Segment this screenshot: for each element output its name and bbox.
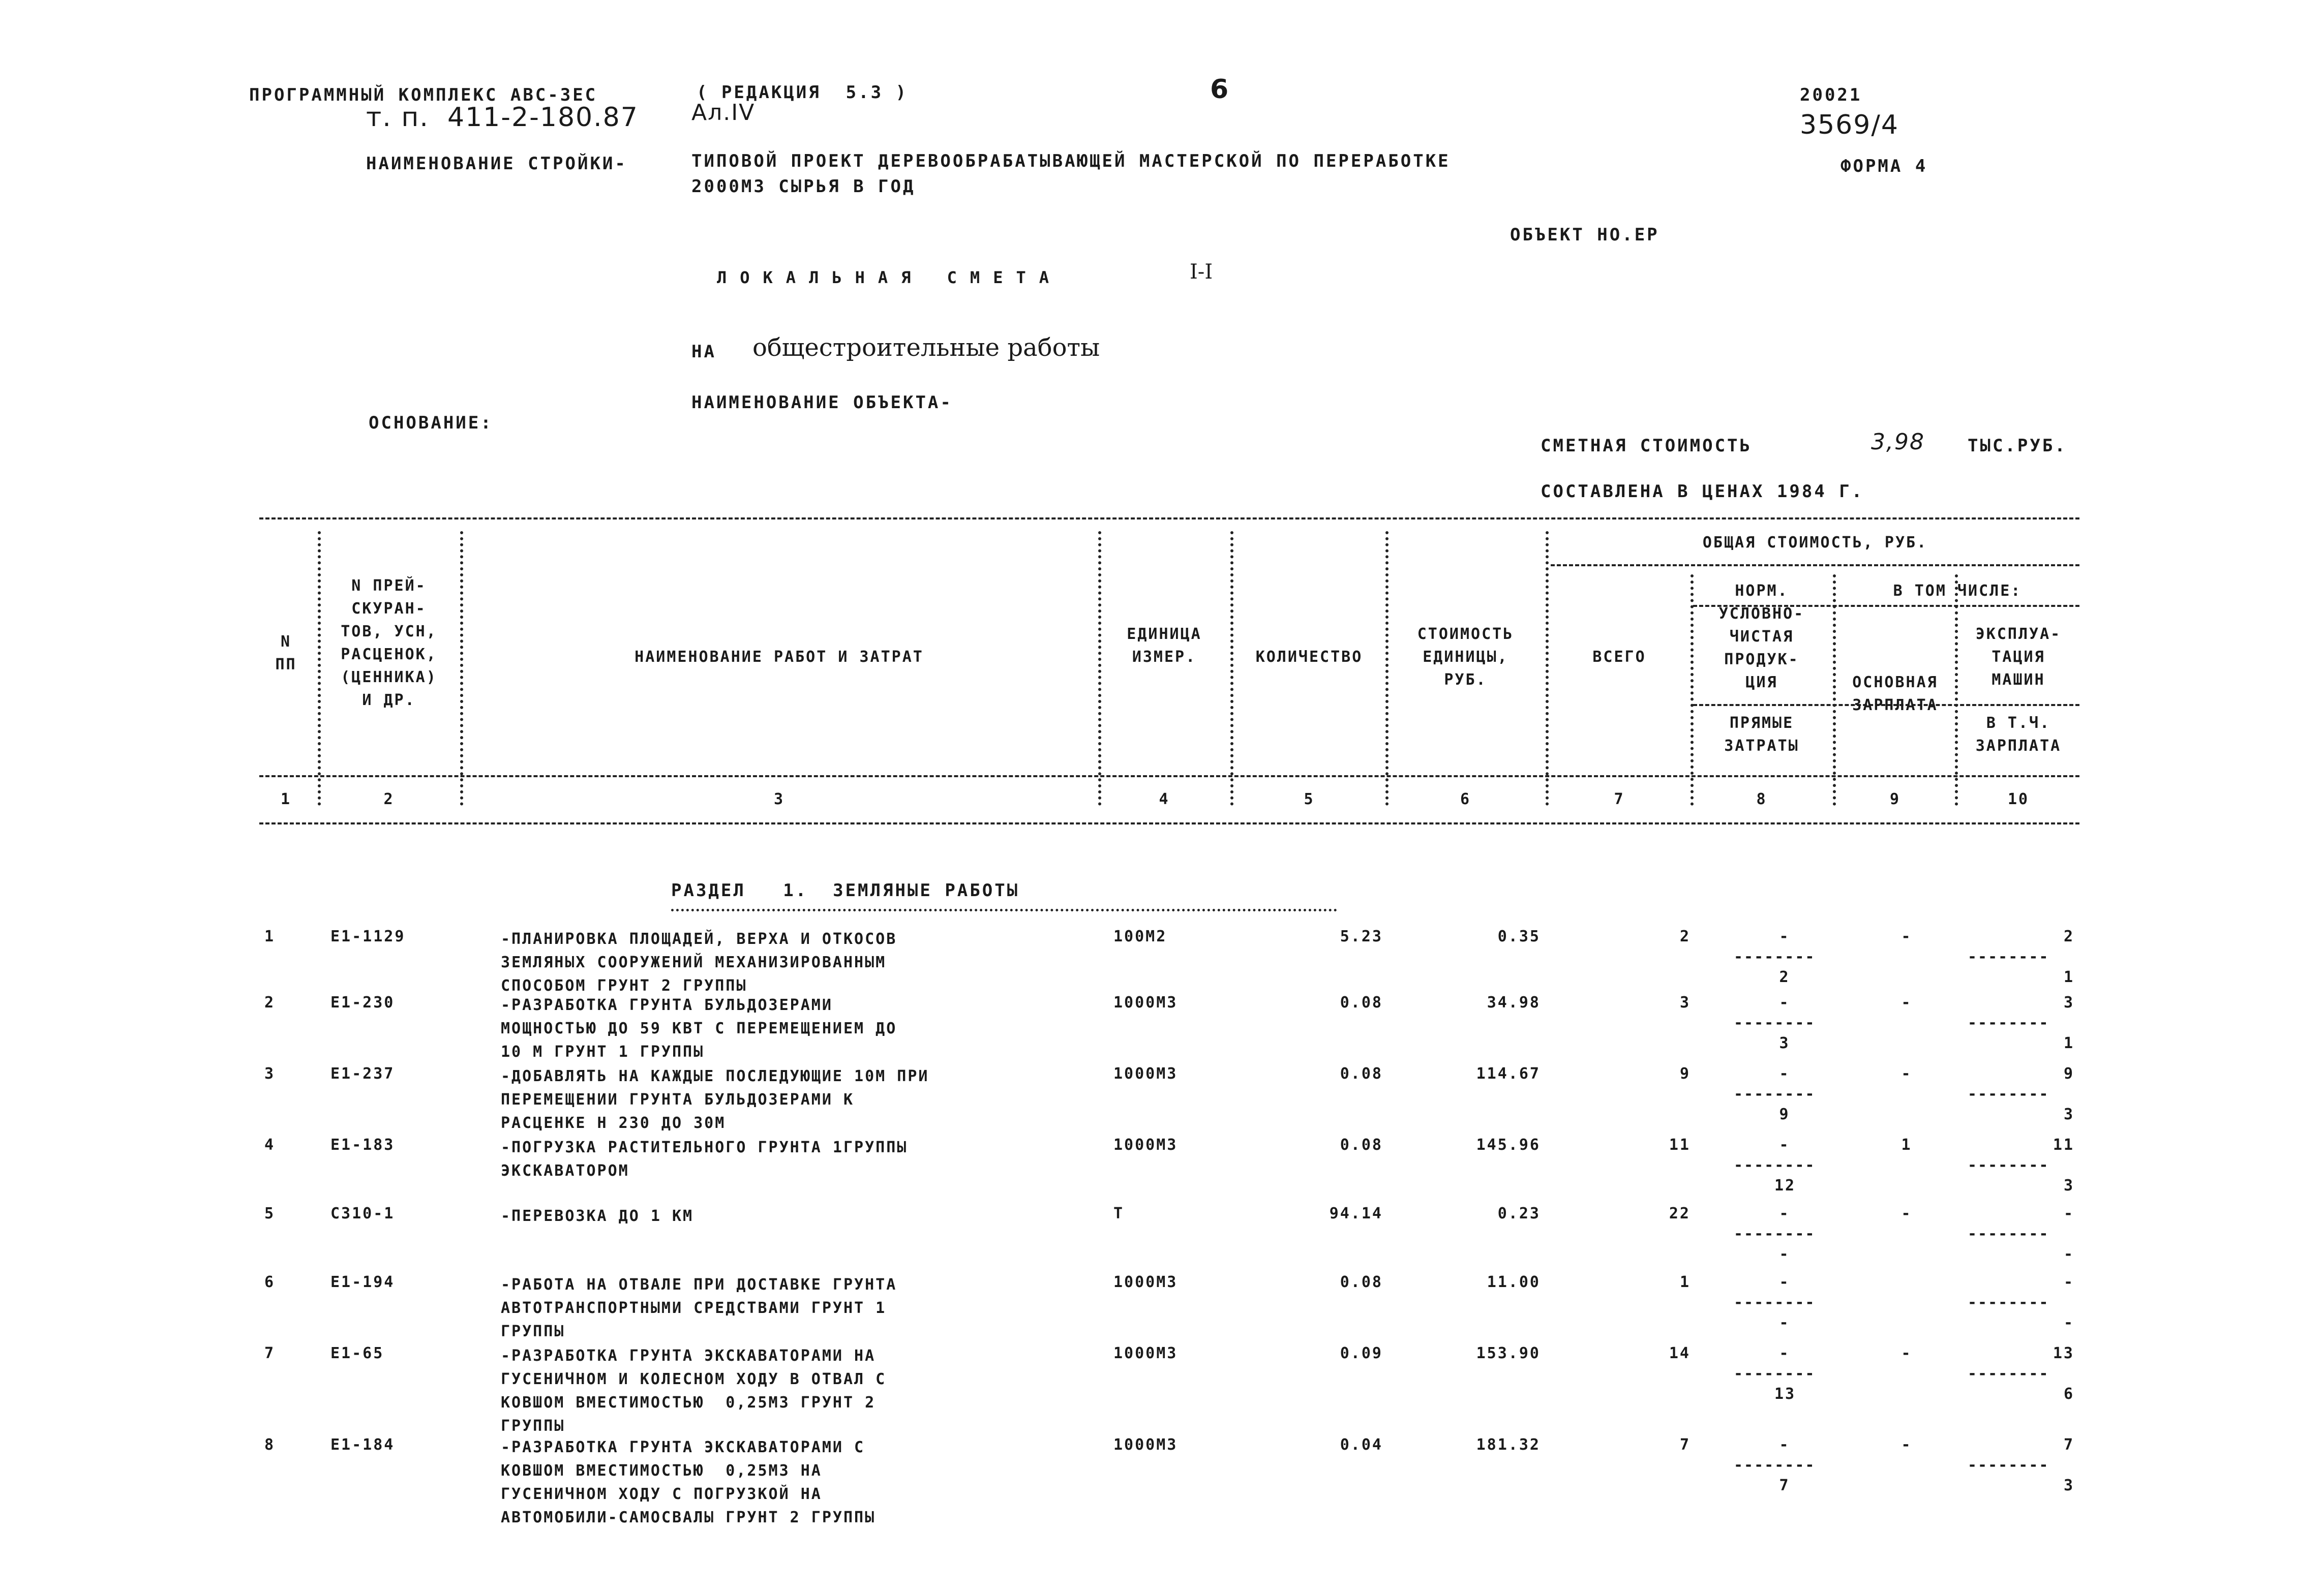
object-number: ОБЪЕКТ НО.ЕР	[1510, 225, 1659, 245]
col-num-8: 8	[1756, 790, 1767, 808]
numbers-bottom-rule	[259, 822, 2079, 824]
row-unit: 1000М3	[1113, 1436, 1178, 1454]
row-total: 3	[1679, 994, 1691, 1012]
row-total: 14	[1669, 1344, 1691, 1362]
th-unit: ЕДИНИЦА ИЗМЕР.	[1127, 625, 1202, 666]
estimate-title: ЛОКАЛЬНАЯ СМЕТА	[717, 268, 1062, 287]
row-base-salary: 1	[1901, 1136, 1912, 1154]
row-unit: Т	[1113, 1205, 1125, 1222]
col-num-3: 3	[773, 790, 785, 808]
prices-note: СОСТАВЛЕНА В ЦЕНАХ 1984 Г.	[1541, 481, 1864, 502]
row-work-name: -ПЛАНИРОВКА ПЛОЩАДЕЙ, ВЕРХА И ОТКОСОВ ЗЕМЛЯНЫХ СООРУЖЕНИЙ МЕХАНИЗИРОВАННЫМ СПОСОБОМ ГРУНТ 2 ГРУППЫ	[501, 930, 897, 995]
row-divider: --------	[1968, 1456, 2049, 1474]
row-norm-production: -	[1779, 1344, 1790, 1362]
row-unit-cost: 0.35	[1497, 928, 1541, 945]
row-work-name: -РАЗРАБОТКА ГРУНТА БУЛЬДОЗЕРАМИ МОЩНОСТЬЮ ДО 59 КВТ С ПЕРЕМЕЩЕНИЕМ ДО 10 М ГРУНТ 1 ГРУППЫ	[501, 996, 897, 1061]
row-direct-costs: -	[1779, 1314, 1790, 1332]
section-underline	[671, 909, 1337, 911]
row-base-salary: -	[1901, 1436, 1912, 1454]
row-unit-cost: 0.23	[1497, 1205, 1541, 1222]
row-total: 1	[1679, 1273, 1691, 1291]
row-divider: --------	[1968, 948, 2049, 966]
row-divider: --------	[1968, 1294, 2049, 1311]
row-incl-salary: -	[2063, 1245, 2074, 1263]
row-code: Е1-194	[330, 1273, 395, 1291]
row-unit: 1000М3	[1113, 1065, 1178, 1083]
row-norm-production: -	[1779, 994, 1790, 1012]
row-work-name: -ПЕРЕВОЗКА ДО 1 КМ	[501, 1207, 694, 1225]
cost-label: СМЕТНАЯ СТОИМОСТЬ	[1541, 436, 1752, 456]
col-num-9: 9	[1889, 790, 1901, 808]
row-divider: --------	[1734, 1014, 1816, 1032]
tp-label: т. п.	[366, 102, 429, 133]
row-divider: --------	[1734, 1156, 1816, 1174]
th-norm-production: НОРМ. УСЛОВНО- ЧИСТАЯ ПРОДУК- ЦИЯ	[1718, 582, 1805, 691]
row-base-salary: -	[1901, 1344, 1912, 1362]
col-num-1: 1	[280, 790, 292, 808]
row-machines: 7	[2063, 1436, 2074, 1454]
row-unit: 1000М3	[1113, 994, 1178, 1012]
row-divider: --------	[1968, 1014, 2049, 1032]
row-unit: 1000М3	[1113, 1136, 1178, 1154]
row-number: 1	[264, 928, 276, 945]
construction-line2: 2000М3 СЫРЬЯ В ГОД	[691, 176, 916, 197]
col-num-10: 10	[2007, 790, 2030, 808]
code-handwritten: 3569/4	[1800, 110, 1899, 140]
row-divider: --------	[1734, 948, 1816, 966]
cost-unit: ТЫС.РУБ.	[1968, 436, 2067, 456]
row-direct-costs: 7	[1779, 1477, 1790, 1494]
program-name: ПРОГРАММНЫЙ КОМПЛЕКС АВС-ЗЕС	[249, 85, 598, 105]
col-num-7: 7	[1614, 790, 1625, 808]
row-unit-cost: 153.90	[1476, 1344, 1541, 1362]
row-machines: 11	[2053, 1136, 2074, 1154]
row-unit-cost: 145.96	[1476, 1136, 1541, 1154]
row-incl-salary: 3	[2063, 1477, 2074, 1494]
th-base-salary: ОСНОВНАЯ ЗАРПЛАТА	[1852, 674, 1938, 714]
row-divider: --------	[1734, 1456, 1816, 1474]
row-divider: --------	[1734, 1365, 1816, 1383]
row-divider: --------	[1968, 1156, 2049, 1174]
col-num-6: 6	[1460, 790, 1471, 808]
th-machines: ЭКСПЛУА- ТАЦИЯ МАШИН	[1975, 625, 2062, 689]
col-sep-6	[1546, 531, 1549, 806]
th-unit-cost: СТОИМОСТЬ ЕДИНИЦЫ, РУБ.	[1417, 625, 1514, 689]
section-title: РАЗДЕЛ 1. ЗЕМЛЯНЫЕ РАБОТЫ	[671, 880, 1020, 901]
row-number: 4	[264, 1136, 276, 1154]
row-code: Е1-237	[330, 1065, 395, 1083]
row-incl-salary: 1	[2063, 968, 2074, 986]
row-unit: 1000М3	[1113, 1344, 1178, 1362]
row-total: 9	[1679, 1065, 1691, 1083]
row-code: Е1-183	[330, 1136, 395, 1154]
row-quantity: 0.08	[1340, 1065, 1383, 1083]
row-unit-cost: 11.00	[1487, 1273, 1541, 1291]
row-divider: --------	[1734, 1294, 1816, 1311]
row-base-salary: -	[1901, 1065, 1912, 1083]
row-total: 11	[1669, 1136, 1691, 1154]
row-divider: --------	[1734, 1225, 1816, 1243]
row-code: Е1-184	[330, 1436, 395, 1454]
basis-label: ОСНОВАНИЕ:	[369, 413, 493, 433]
row-norm-production: -	[1779, 928, 1790, 945]
row-number: 6	[264, 1273, 276, 1291]
th-work-name: НАИМЕНОВАНИЕ РАБОТ И ЗАТРАТ	[635, 648, 924, 666]
row-divider: --------	[1968, 1225, 2049, 1243]
row-number: 8	[264, 1436, 276, 1454]
row-unit-cost: 114.67	[1476, 1065, 1541, 1083]
row-direct-costs: 13	[1774, 1385, 1796, 1403]
col-sep-3	[1098, 531, 1101, 806]
estimate-number: I-I	[1190, 260, 1213, 284]
row-work-name: -РАБОТА НА ОТВАЛЕ ПРИ ДОСТАВКЕ ГРУНТА АВТОТРАНСПОРТНЫМИ СРЕДСТВАМИ ГРУНТ 1 ГРУППЫ	[501, 1276, 897, 1340]
row-number: 2	[264, 994, 276, 1012]
row-incl-salary: 1	[2063, 1034, 2074, 1052]
row-norm-production: -	[1779, 1273, 1790, 1291]
row-machines: -	[2063, 1205, 2074, 1222]
tp-number: 411-2-180.87	[447, 102, 639, 133]
row-incl-salary: 6	[2063, 1385, 2074, 1403]
row-quantity: 5.23	[1340, 928, 1383, 945]
row-norm-production: -	[1779, 1436, 1790, 1454]
row-number: 3	[264, 1065, 276, 1083]
cost-value: 3,98	[1871, 429, 1925, 455]
th-direct-costs: ПРЯМЫЕ ЗАТРАТЫ	[1724, 714, 1799, 755]
row-direct-costs: 2	[1779, 968, 1790, 986]
form-label: ФОРМА 4	[1840, 156, 1928, 176]
row-direct-costs: -	[1779, 1245, 1790, 1263]
row-quantity: 94.14	[1329, 1205, 1383, 1222]
row-work-name: -ДОБАВЛЯТЬ НА КАЖДЫЕ ПОСЛЕДУЮЩИЕ 10М ПРИ ПЕРЕМЕЩЕНИИ ГРУНТА БУЛЬДОЗЕРАМИ К РАСЦЕНКЕ Н 230 ДО 30М	[501, 1067, 929, 1132]
construction-line1: ТИПОВОЙ ПРОЕКТ ДЕРЕВООБРАБАТЫВАЮЩЕЙ МАСТЕРСКОЙ ПО ПЕРЕРАБОТКЕ	[691, 151, 1451, 171]
album: Ал.IV	[691, 100, 756, 126]
row-code: Е1-230	[330, 994, 395, 1012]
row-quantity: 0.09	[1340, 1344, 1383, 1362]
row-machines: 13	[2053, 1344, 2074, 1362]
row-total: 22	[1669, 1205, 1691, 1222]
col-num-5: 5	[1304, 790, 1315, 808]
row-direct-costs: 12	[1774, 1177, 1796, 1195]
row-norm-production: -	[1779, 1065, 1790, 1083]
row-base-salary: -	[1901, 1205, 1912, 1222]
header-bottom-rule	[259, 775, 2079, 777]
construction-label: НАИМЕНОВАНИЕ СТРОЙКИ-	[366, 154, 627, 174]
row-machines: 9	[2063, 1065, 2074, 1083]
object-name-label: НАИМЕНОВАНИЕ ОБЪЕКТА-	[691, 392, 953, 413]
row-direct-costs: 3	[1779, 1034, 1790, 1052]
row-incl-salary: -	[2063, 1314, 2074, 1332]
row-machines: 3	[2063, 994, 2074, 1012]
th-npp: N ПП	[275, 633, 297, 674]
row-work-name: -ПОГРУЗКА РАСТИТЕЛЬНОГО ГРУНТА 1ГРУППЫ ЭКСКАВАТОРОМ	[501, 1139, 908, 1180]
row-quantity: 0.08	[1340, 994, 1383, 1012]
page-number: 6	[1210, 74, 1230, 105]
row-norm-production: -	[1779, 1205, 1790, 1222]
row-quantity: 0.08	[1340, 1273, 1383, 1291]
row-work-name: -РАЗРАБОТКА ГРУНТА ЭКСКАВАТОРАМИ НА ГУСЕНИЧНОМ И КОЛЕСНОМ ХОДУ В ОТВАЛ С КОВШОМ ВМЕСТИМОСТЬЮ 0,25М3 ГРУНТ 2 ГРУППЫ	[501, 1347, 887, 1435]
row-work-name: -РАЗРАБОТКА ГРУНТА ЭКСКАВАТОРАМИ С КОВШОМ ВМЕСТИМОСТЬЮ 0,25М3 НА ГУСЕНИЧНОМ ХОДУ С ПОГРУЗКОЙ НА АВТОМОБИЛИ-САМОСВАЛЫ ГРУНТ 2 ГРУППЫ	[501, 1439, 876, 1526]
row-incl-salary: 3	[2063, 1177, 2074, 1195]
on-label: НА	[691, 342, 716, 362]
th-total-group: ОБЩАЯ СТОИМОСТЬ, РУБ.	[1702, 534, 1928, 552]
row-direct-costs: 9	[1779, 1106, 1790, 1123]
col-num-4: 4	[1159, 790, 1170, 808]
row-norm-production: -	[1779, 1136, 1790, 1154]
row-number: 7	[264, 1344, 276, 1362]
code-top: 20021	[1800, 85, 1862, 105]
row-divider: --------	[1968, 1365, 2049, 1383]
edition: ( РЕДАКЦИЯ 5.3 )	[697, 82, 908, 103]
th-total: ВСЕГО	[1592, 648, 1646, 666]
row-base-salary: -	[1901, 928, 1912, 945]
row-unit: 1000М3	[1113, 1273, 1178, 1291]
row-code: Е1-65	[330, 1344, 384, 1362]
row-code: Е1-1129	[330, 928, 406, 945]
row-quantity: 0.04	[1340, 1436, 1383, 1454]
col-sep-2	[460, 531, 463, 806]
row-code: С310-1	[330, 1205, 395, 1222]
works-type: общестроительные работы	[752, 333, 1100, 362]
row-machines: -	[2063, 1273, 2074, 1291]
th-incl-salary: В Т.Ч. ЗАРПЛАТА	[1975, 714, 2062, 755]
row-unit-cost: 181.32	[1476, 1436, 1541, 1454]
row-unit: 100М2	[1113, 928, 1167, 945]
row-number: 5	[264, 1205, 276, 1222]
group-rule	[1551, 564, 2079, 566]
th-incl-group: В ТОМ ЧИСЛЕ:	[1893, 582, 2022, 600]
col-sep-4	[1230, 531, 1233, 806]
row-quantity: 0.08	[1340, 1136, 1383, 1154]
th-quantity: КОЛИЧЕСТВО	[1255, 648, 1363, 666]
table-top-rule	[259, 517, 2079, 519]
row-total: 7	[1679, 1436, 1691, 1454]
row-divider: --------	[1734, 1085, 1816, 1103]
col-num-2: 2	[383, 790, 395, 808]
row-incl-salary: 3	[2063, 1106, 2074, 1123]
th-pricelist: N ПРЕЙ- СКУРАН- ТОВ, УСН, РАСЦЕНОК, (ЦЕННИКА) И ДР.	[341, 577, 437, 709]
row-base-salary: -	[1901, 994, 1912, 1012]
row-machines: 2	[2063, 928, 2074, 945]
row-unit-cost: 34.98	[1487, 994, 1541, 1012]
row-divider: --------	[1968, 1085, 2049, 1103]
row-total: 2	[1679, 928, 1691, 945]
